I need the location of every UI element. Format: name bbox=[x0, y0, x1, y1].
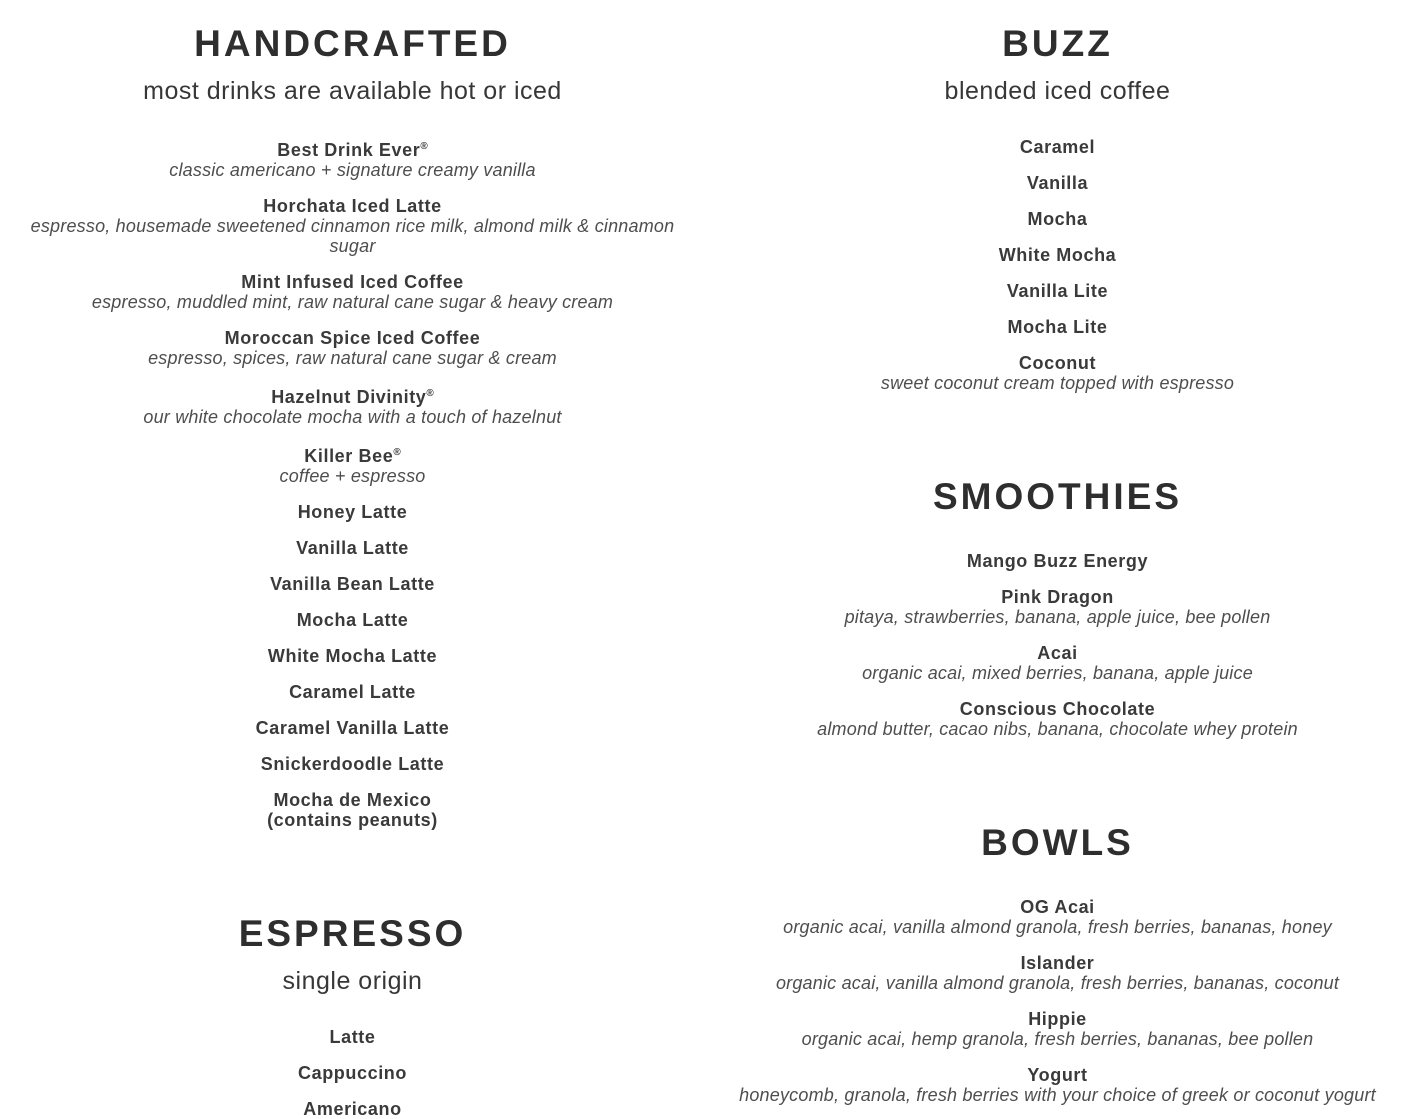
item-description: pitaya, strawberries, banana, apple juice, bee pollen bbox=[844, 607, 1271, 627]
item-name: Vanilla Bean Latte bbox=[270, 574, 435, 594]
item-description: espresso, housemade sweetened cinnamon rice milk, almond milk & cinnamon bbox=[30, 216, 675, 236]
menu-item bbox=[0, 682, 705, 702]
item-description: espresso, muddled mint, raw natural cane sugar & heavy cream bbox=[91, 292, 614, 312]
item-name: Caramel Vanilla Latte bbox=[255, 718, 450, 738]
section-items bbox=[0, 137, 705, 830]
item-name: Mocha bbox=[1027, 209, 1088, 229]
menu-section-handcrafted bbox=[0, 20, 705, 830]
menu-item bbox=[0, 137, 705, 180]
item-name: White Mocha Latte bbox=[267, 646, 438, 666]
item-name: Caramel bbox=[1019, 137, 1096, 157]
item-description: organic acai, mixed berries, banana, apple juice bbox=[862, 663, 1253, 683]
item-name: Americano bbox=[303, 1099, 402, 1119]
item-name: Mint Infused Iced Coffee bbox=[241, 272, 464, 292]
menu-section-buzz bbox=[705, 20, 1410, 393]
item-name: Vanilla bbox=[1026, 173, 1089, 193]
item-description: our white chocolate mocha with a touch of hazelnut bbox=[143, 407, 562, 427]
section-items bbox=[705, 897, 1410, 1105]
item-name: Mocha de Mexico bbox=[273, 790, 432, 810]
item-name: Vanilla Latte bbox=[296, 538, 409, 558]
menu-item bbox=[0, 538, 705, 558]
menu-item bbox=[0, 1063, 705, 1083]
item-name: Coconut bbox=[1018, 353, 1097, 373]
menu-item bbox=[0, 790, 705, 830]
item-description: sugar bbox=[329, 236, 376, 256]
item-name: Pink Dragon bbox=[1001, 587, 1114, 607]
menu-item bbox=[705, 173, 1410, 193]
item-name: Honey Latte bbox=[297, 502, 408, 522]
item-description: organic acai, vanilla almond granola, fresh berries, bananas, honey bbox=[783, 917, 1332, 937]
item-description: almond butter, cacao nibs, banana, chocolate whey protein bbox=[817, 719, 1298, 739]
section-subtitle: single origin bbox=[282, 967, 423, 995]
registered-mark: ® bbox=[426, 388, 434, 399]
menu-section-smoothies bbox=[705, 473, 1410, 739]
menu-item bbox=[705, 1009, 1410, 1049]
item-name: Caramel Latte bbox=[289, 682, 416, 702]
item-description: coffee + espresso bbox=[279, 466, 426, 486]
menu-item bbox=[705, 587, 1410, 627]
menu-item bbox=[705, 353, 1410, 393]
section-title: ESPRESSO bbox=[238, 913, 467, 954]
item-name: Horchata Iced Latte bbox=[263, 196, 442, 216]
menu-item bbox=[705, 897, 1410, 937]
menu-item bbox=[705, 953, 1410, 993]
menu-item bbox=[0, 328, 705, 368]
menu-item bbox=[0, 384, 705, 427]
item-description: classic americano + signature creamy vanilla bbox=[169, 160, 536, 180]
item-description: organic acai, vanilla almond granola, fresh berries, bananas, coconut bbox=[775, 973, 1340, 993]
item-description: honeycomb, granola, fresh berries with your choice of greek or coconut yogurt bbox=[739, 1085, 1376, 1105]
menu-item bbox=[0, 443, 705, 486]
section-subtitle: blended iced coffee bbox=[944, 77, 1171, 105]
menu-item bbox=[0, 502, 705, 522]
item-name: Moroccan Spice Iced Coffee bbox=[224, 328, 481, 348]
registered-mark: ® bbox=[393, 447, 401, 458]
section-title: BUZZ bbox=[1002, 23, 1113, 64]
menu-item bbox=[705, 551, 1410, 571]
menu-column-right bbox=[705, 0, 1410, 1105]
menu-item bbox=[0, 610, 705, 630]
menu-item bbox=[705, 245, 1410, 265]
menu-section-espresso bbox=[0, 910, 705, 1119]
section-subtitle: most drinks are available hot or iced bbox=[143, 77, 562, 105]
menu-item bbox=[705, 1065, 1410, 1105]
item-name: Mocha Lite bbox=[1007, 317, 1108, 337]
menu-item bbox=[0, 1027, 705, 1047]
menu-item bbox=[705, 209, 1410, 229]
menu-item bbox=[705, 699, 1410, 739]
item-name: Killer Bee® bbox=[304, 446, 401, 466]
menu-item bbox=[0, 272, 705, 312]
item-description: sweet coconut cream topped with espresso bbox=[880, 373, 1235, 393]
menu-item bbox=[0, 718, 705, 738]
section-title: BOWLS bbox=[981, 822, 1134, 863]
registered-mark: ® bbox=[420, 141, 428, 152]
item-name: Mocha Latte bbox=[296, 610, 409, 630]
menu-item bbox=[705, 137, 1410, 157]
item-name: White Mocha bbox=[998, 245, 1117, 265]
item-name: Yogurt bbox=[1027, 1065, 1088, 1085]
item-name: OG Acai bbox=[1020, 897, 1095, 917]
menu-item bbox=[0, 1099, 705, 1119]
section-items bbox=[705, 551, 1410, 739]
menu-section-bowls bbox=[705, 819, 1410, 1105]
item-name: Cappuccino bbox=[297, 1063, 407, 1083]
item-description: espresso, spices, raw natural cane sugar & cream bbox=[148, 348, 557, 368]
menu-item bbox=[0, 574, 705, 594]
item-name: Latte bbox=[329, 1027, 376, 1047]
item-description: organic acai, hemp granola, fresh berries, bananas, bee pollen bbox=[801, 1029, 1314, 1049]
menu-item bbox=[0, 754, 705, 774]
menu-item bbox=[0, 646, 705, 666]
item-name: Acai bbox=[1037, 643, 1078, 663]
menu-item bbox=[705, 281, 1410, 301]
item-name: Mango Buzz Energy bbox=[966, 551, 1149, 571]
item-name: Conscious Chocolate bbox=[959, 699, 1156, 719]
menu-item bbox=[705, 317, 1410, 337]
item-name: Snickerdoodle Latte bbox=[260, 754, 445, 774]
section-title: HANDCRAFTED bbox=[194, 23, 511, 64]
section-title: SMOOTHIES bbox=[932, 476, 1183, 517]
item-name: Best Drink Ever® bbox=[277, 140, 428, 160]
section-items bbox=[0, 1027, 705, 1119]
item-name: (contains peanuts) bbox=[267, 810, 438, 830]
item-name: Hazelnut Divinity® bbox=[271, 387, 434, 407]
item-name: Vanilla Lite bbox=[1006, 281, 1109, 301]
item-name: Hippie bbox=[1028, 1009, 1087, 1029]
section-items bbox=[705, 137, 1410, 393]
menu-item bbox=[705, 643, 1410, 683]
menu-item bbox=[0, 196, 705, 256]
item-name: Islander bbox=[1020, 953, 1095, 973]
